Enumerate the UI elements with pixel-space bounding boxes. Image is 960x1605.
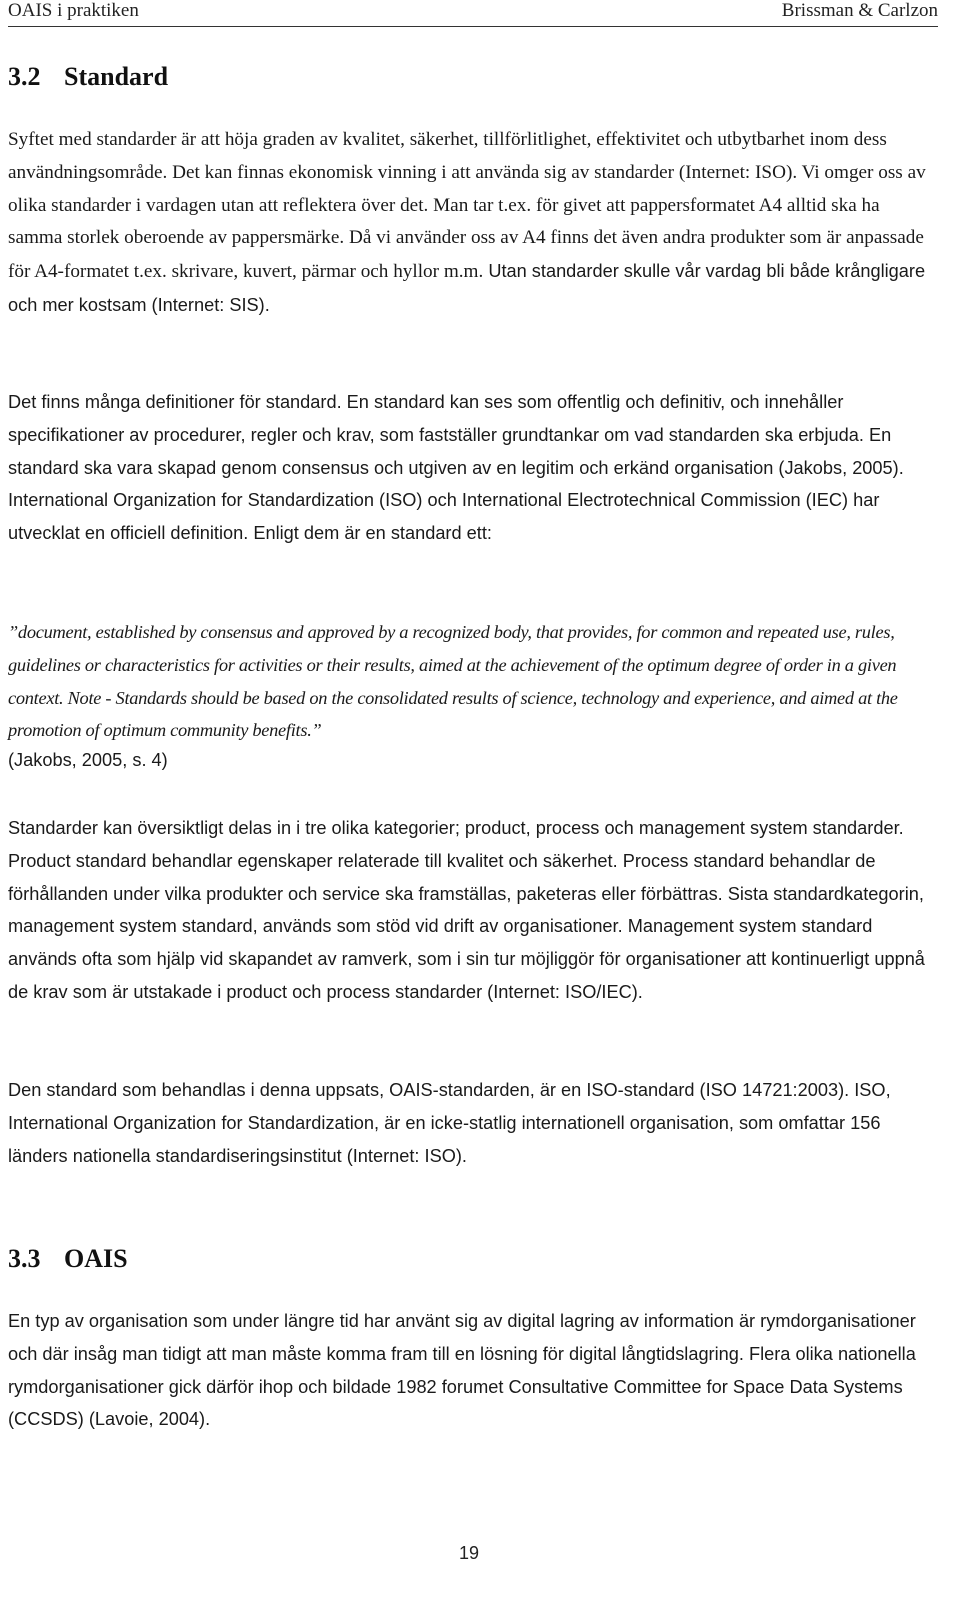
- section-number: 3.2: [8, 62, 41, 91]
- section-title: Standard: [64, 62, 169, 91]
- section-heading-3-3: [8, 1244, 128, 1274]
- paragraph-text: Utan standarder skulle vår vardag bli både krångligare och mer kostsam (Internet: SIS).: [8, 261, 926, 315]
- page-number: 19: [458, 1543, 480, 1563]
- section-heading-3-2: [8, 62, 168, 92]
- paragraph-oais-history: En typ av organisation som under längre tid har använt sig av digital lagring av information är rymdorganisationer och där insåg man tidigt att man måste komma fram till en lösning för digital långtidslagring. Flera olika nationella rymdorganisationer gick därför ihop och bildade 1982 forumet Consultative Committee for Space Data Systems (CCSDS) (Lavoie, 2004).: [8, 1311, 916, 1430]
- header-title: OAIS i praktiken: [8, 0, 139, 21]
- paragraph-standard-purpose: [8, 124, 938, 323]
- section-title: OAIS: [64, 1244, 128, 1273]
- paragraph-oais-iso: Den standard som behandlas i denna uppsats, OAIS-standarden, är en ISO-standard (ISO 14721:2003). ISO, International Organization for Standardization, är en icke-statlig internationell organisation, som omfattar 156 länders nationella standardiseringsinstitut (Internet: ISO).: [8, 1080, 891, 1166]
- section-number: 3.3: [8, 1244, 41, 1273]
- header-authors: Brissman & Carlzon: [781, 0, 938, 21]
- paragraph-text: Syftet med standarder är att höja graden av kvalitet, säkerhet, tillförlitlighet, effektivitet och utbytbarhet inom dess användningsområde. Det kan finnas ekonomisk vinning i att använda sig av standarder (Internet: ISO). Vi omger oss av olika standarder i vardagen utan att reflektera över det. Man tar t.ex. för givet att pappersformatet A4 alltid ska ha samma storlek oberoende av pappersmärke. Då vi använder oss av A4 finns det även andra produkter som är anpassade för A4-formatet t.ex. skrivare, kuvert, pärmar och hyllor m.m.: [8, 129, 926, 283]
- paragraph-definitions: Det finns många definitioner för standard. En standard kan ses som offentlig och definitiv, och innehåller specifikationer av procedurer, regler och krav, som fastställer grundtankar om vad standarden ska erbjuda. En standard ska vara skapad genom consensus och utgiven av en legitim och erkänd organisation (Jakobs, 2005). International Organization for Standardization (ISO) och International Electrotechnical Commission (IEC) har utvecklat en officiell definition. Enligt dem är en standard ett:: [8, 392, 904, 544]
- paragraph-categories: Standarder kan översiktligt delas in i tre olika kategorier; product, process och management system standarder. Product standard behandlar egenskaper relaterade till kvalitet och säkerhet. Process standard behandlar de förhållanden under vilka produkter och service ska framställas, paketeras eller förbättras. Sista standardkategorin, management system standard, används som stöd vid drift av organisationer. Management system standard används ofta som hjälp vid skapandet av ramverk, som i sin tur möjliggör för organisationer att kontinuerligt uppnå de krav som är utstakade i product och process standarder (Internet: ISO/IEC).: [8, 818, 925, 1002]
- quote-citation: (Jakobs, 2005, s. 4): [8, 750, 168, 770]
- block-quote: ”document, established by consensus and approved by a recognized body, that provides, for common and repeated use, rules, guidelines or characteristics for activities or their results, aimed at the achievement of the optimum degree of order in a given context. Note - Standards should be based on the consolidated results of science, technology and experience, and aimed at the promotion of optimum community benefits.”: [8, 622, 898, 741]
- page-header: [8, 0, 938, 27]
